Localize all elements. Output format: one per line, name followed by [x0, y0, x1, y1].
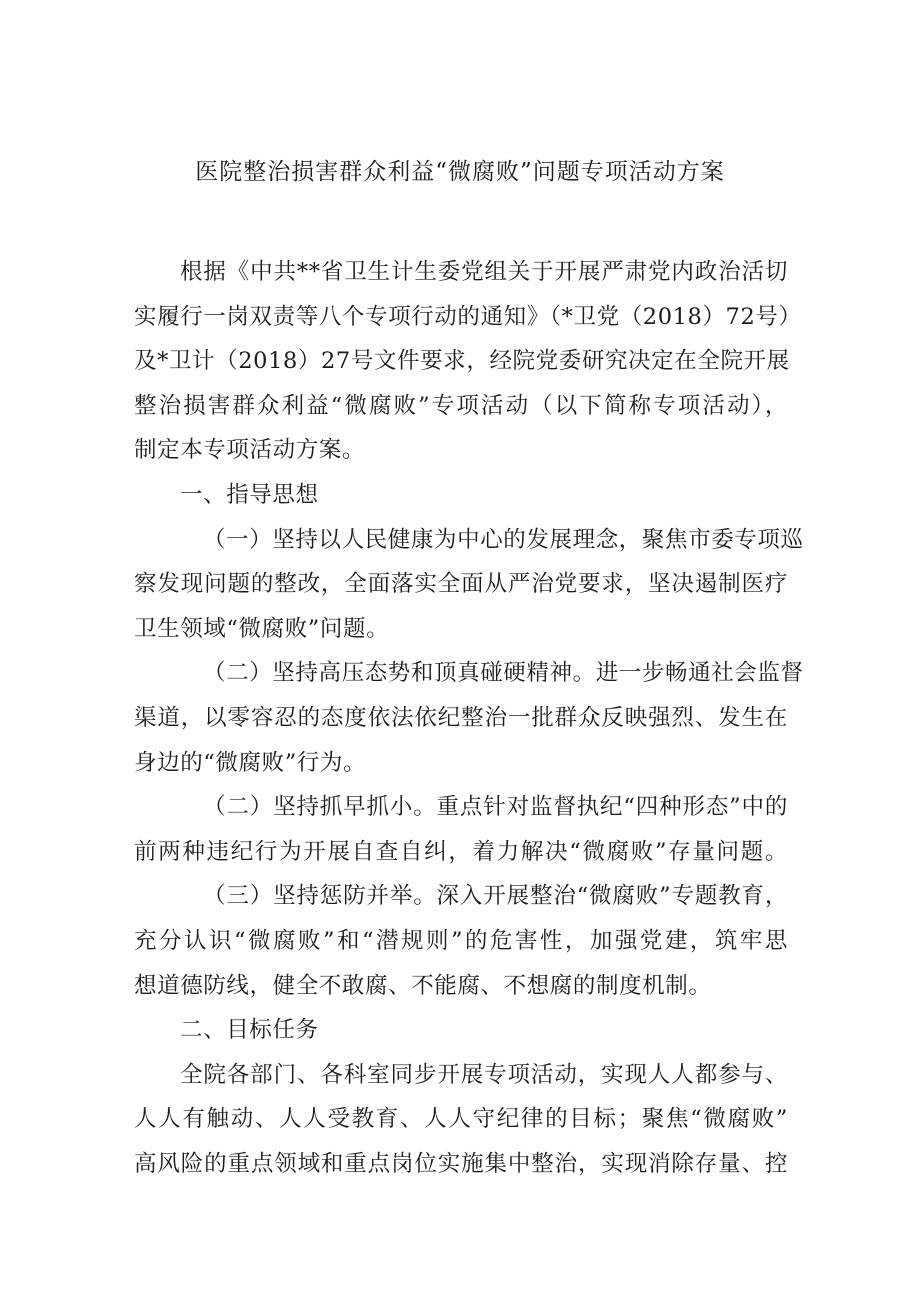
body-line: （一）坚持以人民健康为中心的发展理念，聚焦市委专项巡 [203, 526, 804, 553]
body-line: 及*卫计（2018）27号文件要求，经院党委研究决定在全院开展 [134, 348, 790, 375]
body-line: 想道德防线，健全不敢腐、不能腐、不想腐的制度机制。 [134, 972, 712, 999]
document-title: 医院整治损害群众利益“微腐败”问题专项活动方案 [195, 159, 725, 185]
body-line: 根据《中共**省卫生计生委党组关于开展严肃党内政治活切 [180, 259, 788, 285]
body-line: 整治损害群众利益“微腐败”专项活动（以下简称专项活动）， [134, 392, 788, 419]
document-body [134, 250, 804, 1186]
body-line: 充分认识“微腐败”和“潜规则”的危害性，加强党建，筑牢思 [134, 927, 788, 954]
body-line: （二）坚持高压态势和顶真碰硬精神。进一步畅通社会监督 [203, 660, 804, 687]
body-line: 渠道，以零容忍的态度依法依纪整治一批群众反映强烈、发生在 [134, 704, 788, 731]
body-line: 实履行一岗双责等八个专项行动的通知》（*卫党（2018）72号） [134, 303, 802, 330]
body-line: （三）坚持惩防并举。深入开展整治“微腐败”专题教育， [203, 883, 788, 910]
body-line: 身边的“微腐败”行为。 [134, 749, 367, 776]
body-line: 人人有触动、人人受教育、人人守纪律的目标；聚焦“微腐败” [134, 1106, 788, 1133]
body-line: 二、目标任务 [180, 1017, 319, 1044]
body-line: 卫生领域“微腐败”问题。 [134, 615, 390, 642]
body-line: （二）坚持抓早抓小。重点针对监督执纪“四种形态”中的 [203, 794, 788, 821]
body-line: 察发现问题的整改，全面落实全面从严治党要求，坚决遏制医疗 [134, 571, 788, 598]
body-line: 高风险的重点领域和重点岗位实施集中整治，实现消除存量、控 [134, 1150, 788, 1177]
body-line: 制定本专项活动方案。 [134, 437, 366, 464]
body-line: 一、指导思想 [180, 481, 319, 508]
body-line: 前两种违纪行为开展自查自纠，着力解决“微腐败”存量问题。 [134, 838, 788, 865]
body-line: 全院各部门、各科室同步开展专项活动，实现人人都参与、 [180, 1061, 788, 1088]
